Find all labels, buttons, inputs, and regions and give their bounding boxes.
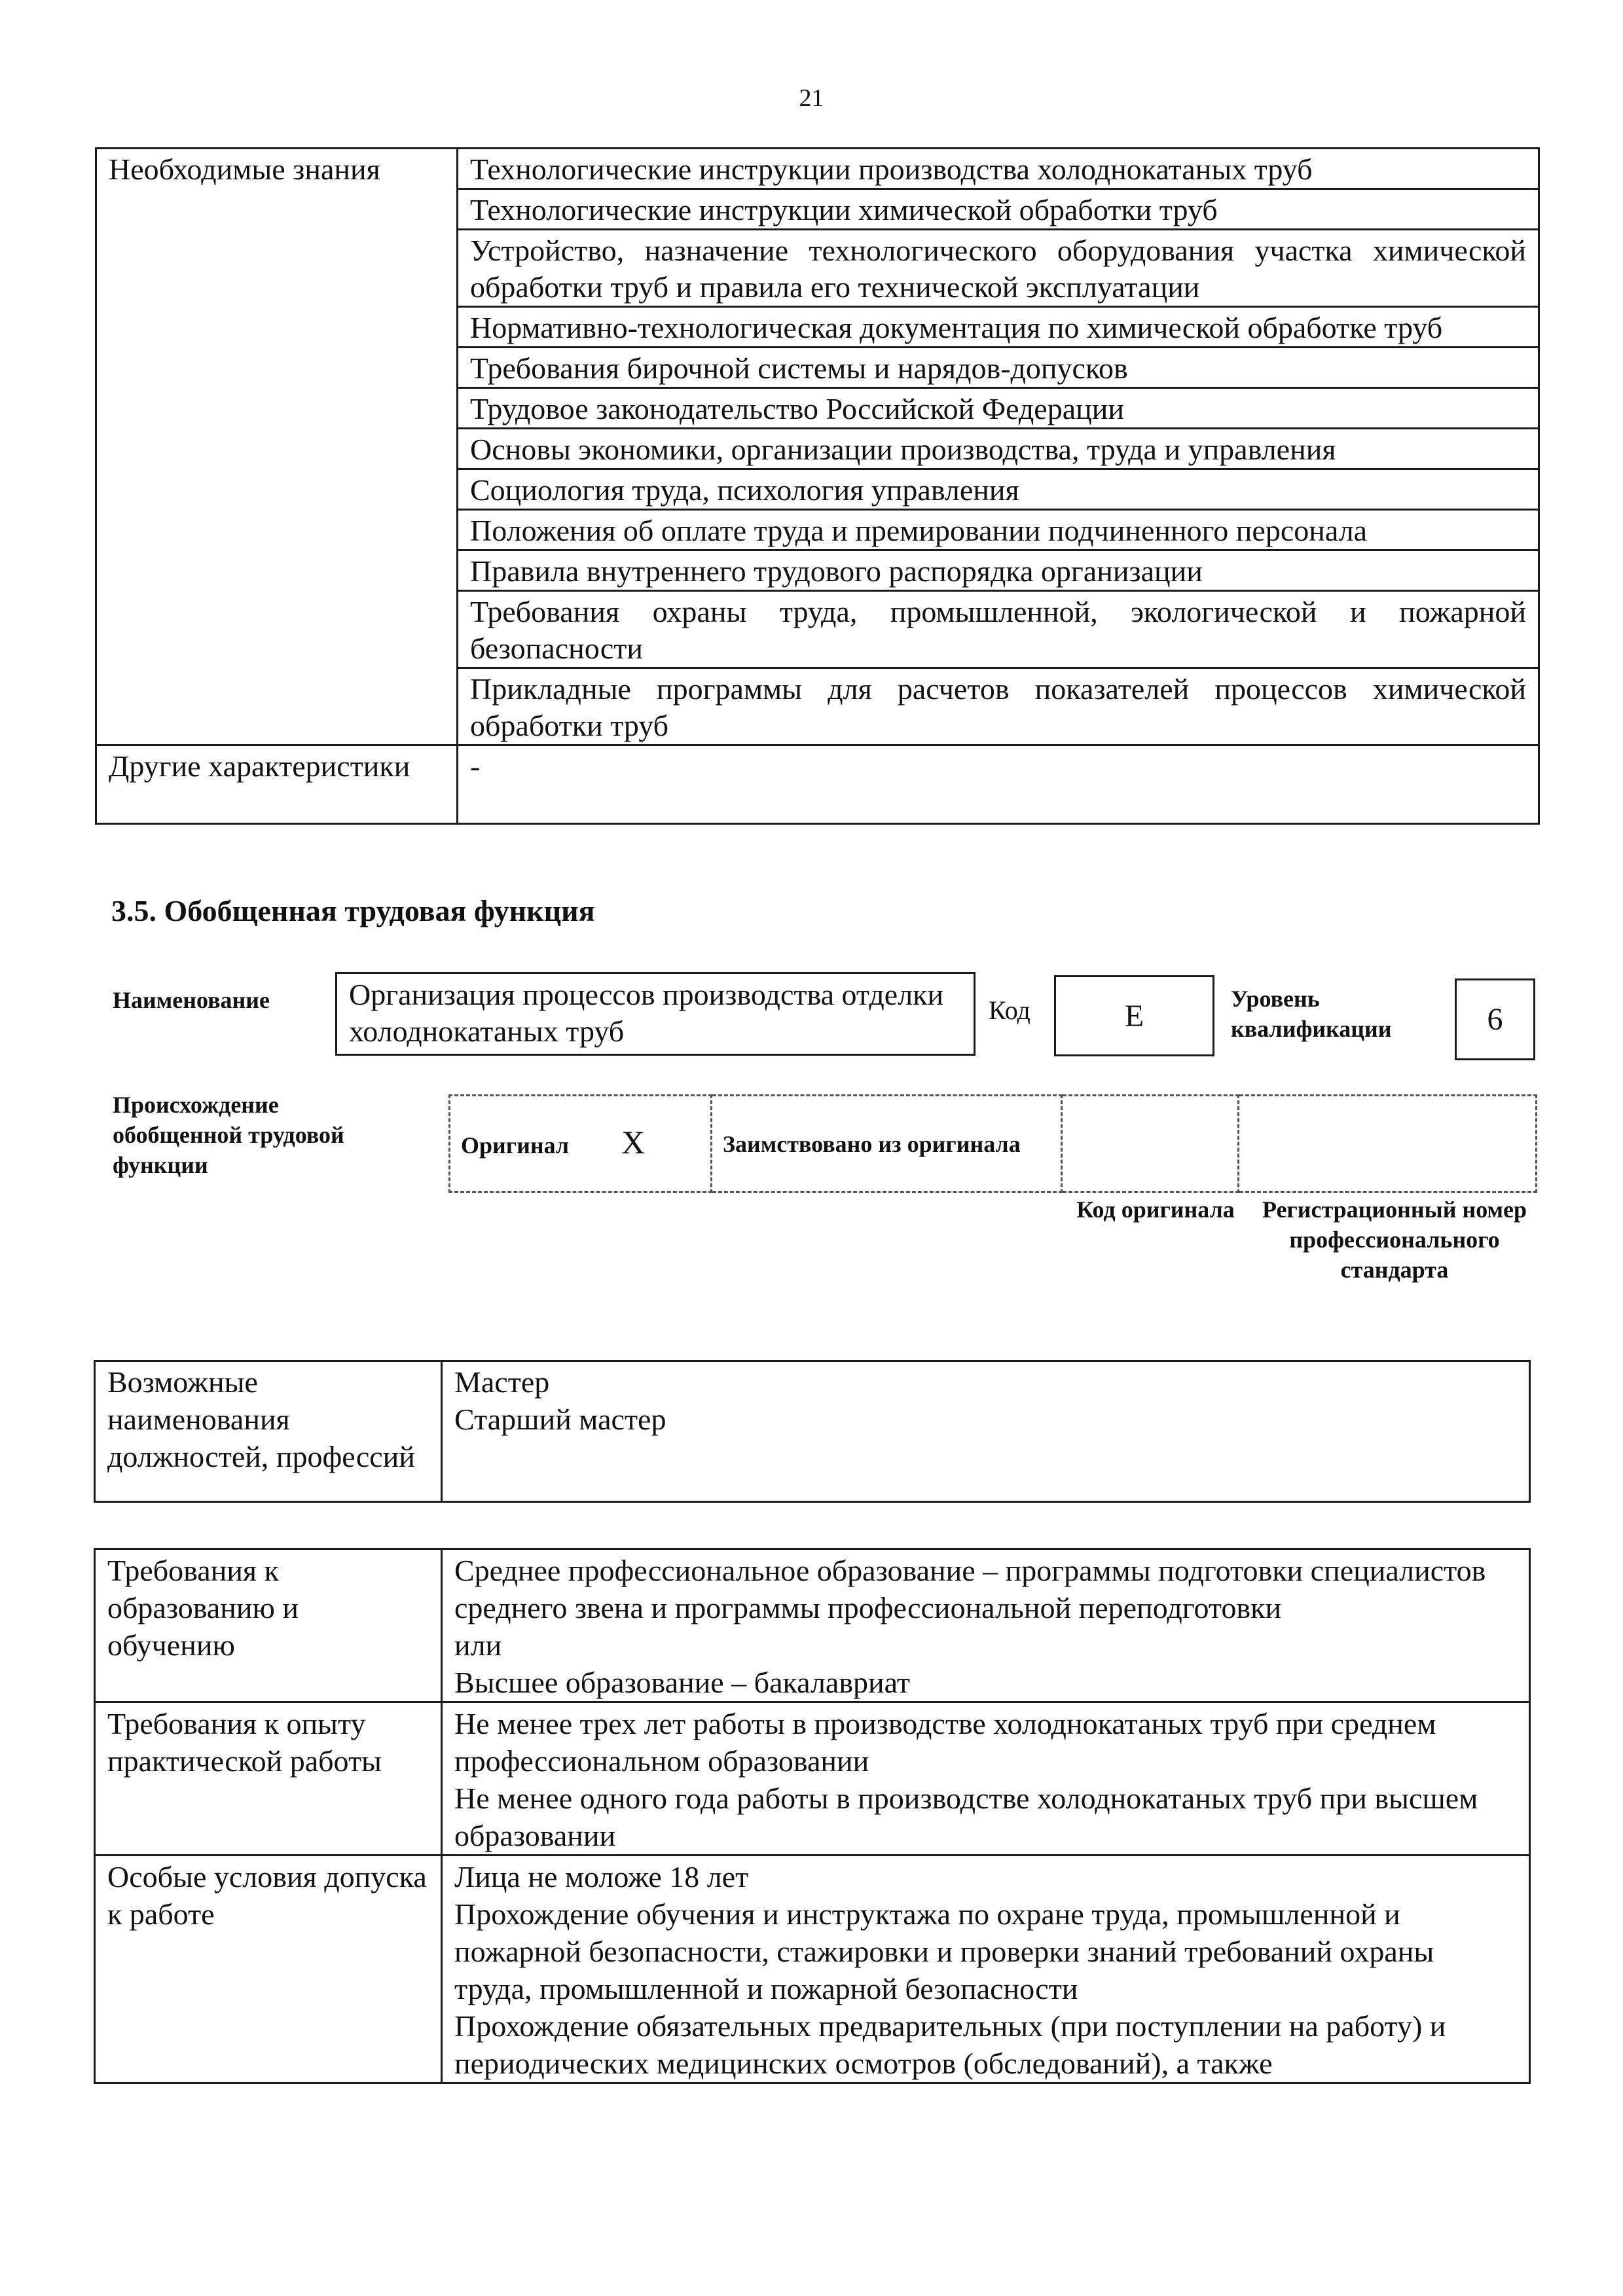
original-cell (450, 1096, 712, 1193)
knowledge-item: Социология труда, психология управления (458, 469, 1539, 510)
knowledge-item: Прикладные программы для расчетов показателей процессов химической обработки труб (458, 668, 1539, 745)
knowledge-item: Правила внутреннего трудового распорядка организации (458, 550, 1539, 591)
code-label: Код (989, 996, 1030, 1025)
code-value: E (1054, 975, 1214, 1056)
code-original-cell (1062, 1096, 1239, 1193)
knowledge-item: Положения об оплате труда и премировании подчиненного персонала (458, 510, 1539, 550)
name-value: Организация процессов производства отделки холоднокатаных труб (335, 972, 976, 1056)
knowledge-item: Трудовое законодательство Российской Федерации (458, 388, 1539, 429)
experience-values (442, 1702, 1530, 1856)
table-row (95, 1702, 1530, 1856)
requirement-line: Не менее одного года работы в производстве холоднокатаных труб при высшем образовании (454, 1782, 1478, 1852)
code-original-caption: Код оригинала (1076, 1196, 1235, 1223)
knowledge-item: Требования охраны труда, промышленной, экологической и пожарной безопасности (458, 591, 1539, 668)
requirement-line: Высшее образование – бакалавриат (454, 1666, 910, 1699)
requirement-line: Прохождение обучения и инструктажа по охране труда, промышленной и пожарной безопасности, стажировки и проверки знаний требований охраны труда, промышленной и пожарной безопасности (454, 1897, 1434, 2005)
positions-values (442, 1361, 1530, 1502)
borrowed-label: Заимствовано из оригинала (712, 1096, 1062, 1193)
name-label: Наименование (113, 987, 270, 1013)
admission-label: Особые условия допуска к работе (95, 1856, 442, 2083)
page-number: 21 (799, 84, 824, 112)
knowledge-item: Технологические инструкции химической обработки труб (458, 189, 1539, 230)
position-item: Старший мастер (454, 1403, 666, 1436)
other-characteristics-label: Другие характеристики (96, 745, 458, 824)
education-label: Требования к образованию и обучению (95, 1549, 442, 1702)
requirement-line: Среднее профессиональное образование – программы подготовки специалистов среднего звена и программы профессиональной переподготовки (454, 1554, 1486, 1624)
position-item: Мастер (454, 1365, 550, 1399)
section-title: 3.5. Обобщенная трудовая функция (111, 894, 595, 927)
requirement-line: Лица не моложе 18 лет (454, 1860, 749, 1893)
origin-label: Происхождение обобщенной трудовой функции (113, 1092, 344, 1178)
original-mark: X (621, 1124, 646, 1160)
origin-table (448, 1094, 1537, 1193)
knowledge-item: Нормативно-технологическая документация по химической обработке труб (458, 307, 1539, 348)
requirement-line: или (454, 1628, 502, 1662)
reg-number-caption: Регистрационный номер профессионального стандарта (1262, 1196, 1527, 1283)
experience-label: Требования к опыту практической работы (95, 1702, 442, 1856)
knowledge-label: Необходимые знания (96, 149, 458, 745)
original-label: Оригинал (461, 1132, 570, 1158)
requirements-table (94, 1548, 1531, 2084)
level-value: 6 (1455, 978, 1535, 1060)
knowledge-item: Основы экономики, организации производства, труда и управления (458, 429, 1539, 469)
requirement-line: Прохождение обязательных предварительных (при поступлении на работу) и периодических медицинских осмотров (обследований), а также (454, 2009, 1446, 2080)
requirement-line: Не менее трех лет работы в производстве холоднокатаных труб при среднем профессиональном образовании (454, 1707, 1436, 1778)
knowledge-item: Технологические инструкции производства холоднокатаных труб (458, 149, 1539, 189)
other-characteristics-value: - (458, 745, 1539, 824)
knowledge-item: Требования бирочной системы и нарядов-допусков (458, 348, 1539, 388)
level-label: Уровень квалификации (1231, 986, 1392, 1042)
positions-label: Возможные наименования должностей, профессий (95, 1361, 442, 1502)
knowledge-table (95, 147, 1540, 825)
table-row (95, 1856, 1530, 2083)
reg-number-cell (1239, 1096, 1537, 1193)
positions-table (94, 1360, 1531, 1503)
table-row (95, 1549, 1530, 1702)
knowledge-item: Устройство, назначение технологического оборудования участка химической обработки труб и правила его технической эксплуатации (458, 230, 1539, 307)
education-values (442, 1549, 1530, 1702)
admission-values (442, 1856, 1530, 2083)
